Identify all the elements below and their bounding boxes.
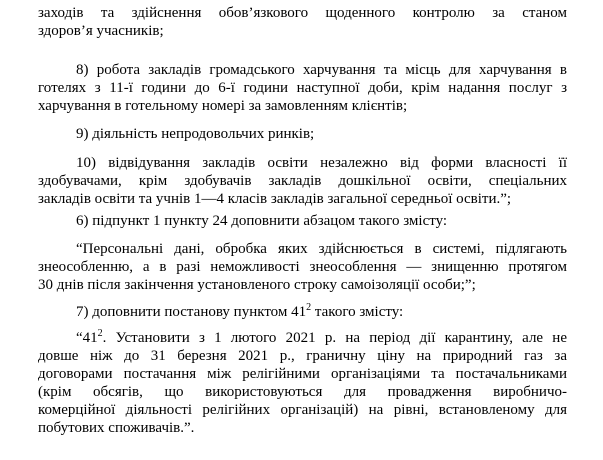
text-line: довше ніж до 31 березня 2021 р., граничну ціну на природний газ за <box>38 348 567 364</box>
text-line <box>76 329 567 347</box>
text-line: здобувачами, крім здобувачів закладів дошкільної освіти, спеціальних <box>38 173 567 189</box>
text-line: комерційної діяльності релігійних організацій) на рівні, встановленому для <box>38 402 567 418</box>
text-line: харчування в готельному номері за замовленням клієнтів; <box>38 98 408 114</box>
text-line: 30 днів після закінчення установленого строку самоізоляції особи;”; <box>38 277 476 293</box>
superscript: 2 <box>306 302 312 313</box>
text-line: заходів та здійснення обов’язкового щоденного контролю за станом <box>38 5 567 21</box>
text-line: (крім обсягів, що використовуються для провадження виробничо- <box>38 384 567 400</box>
text-segment: “41 <box>76 330 98 346</box>
text-segment: 7) доповнити постанову пунктом 41 <box>76 304 307 320</box>
text-line: 8) робота закладів громадського харчування та місць для харчування в <box>76 62 567 78</box>
superscript: 2 <box>97 328 103 339</box>
text-line: здоров’я учасників; <box>38 23 164 39</box>
text-line: 6) підпункт 1 пункту 24 доповнити абзацом такого змісту: <box>76 213 448 229</box>
text-line: побутових споживачів.”. <box>38 420 195 436</box>
text-line: 9) діяльність непродовольчих ринків; <box>76 126 315 142</box>
text-line: 10) відвідування закладів освіти незалежно від форми власності її <box>76 155 567 171</box>
text-segment: . Установити з 1 лютого 2021 р. на період дії карантину, але не <box>102 330 567 346</box>
text-segment: такого змісту: <box>311 304 404 320</box>
text-line: готелях з 11-ї години до 6-ї години наступної доби, крім надання послуг з <box>38 80 567 96</box>
text-line: “Персональні дані, обробка яких здійснюється в системі, підлягають <box>76 241 567 257</box>
text-line: договорами постачання між релігійними організаціями та постачальниками <box>38 366 567 382</box>
text-line: закладів освіти та учнів 1—4 класів закладів загальної середньої освіти.”; <box>38 191 512 207</box>
text-line: знеособленню, а в разі неможливості знеособлення — знищенню протягом <box>38 259 567 275</box>
text-line <box>76 303 567 321</box>
